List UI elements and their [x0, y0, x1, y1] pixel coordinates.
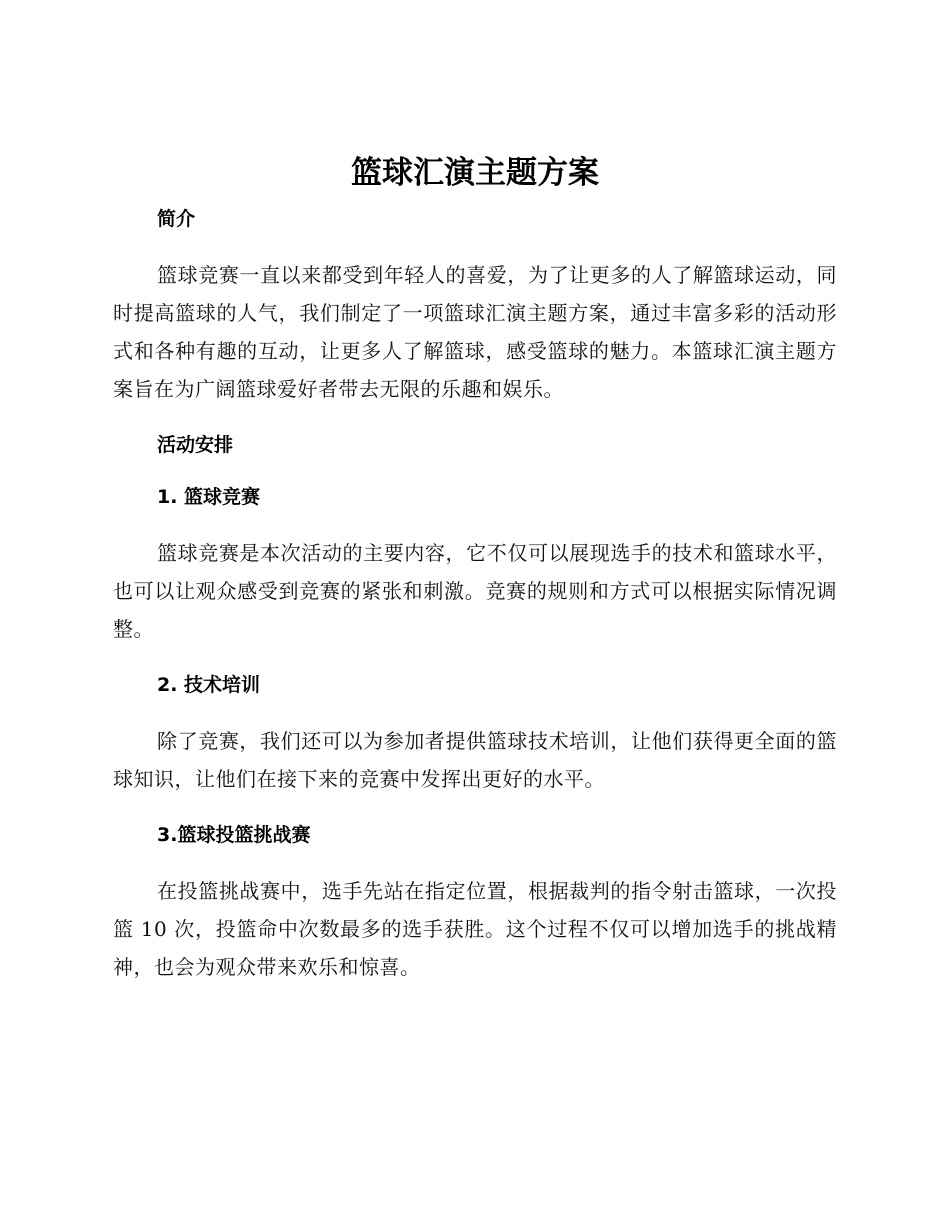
paragraph-item-3: 在投篮挑战赛中，选手先站在指定位置，根据裁判的指令射击篮球，一次投篮 10 次，投篮命中次数最多的选手获胜。这个过程不仅可以增加选手的挑战精神，也会为观众带来欢乐和惊喜。	[113, 879, 837, 979]
paragraph-item-1: 篮球竞赛是本次活动的主要内容，它不仅可以展现选手的技术和篮球水平，也可以让观众感受到竞赛的紧张和刺激。竞赛的规则和方式可以根据实际情况调整。	[113, 541, 837, 641]
section-heading-item-1: 1. 篮球竞赛	[157, 486, 261, 508]
section-heading-intro: 简介	[157, 208, 196, 230]
paragraph-intro: 篮球竞赛一直以来都受到年轻人的喜爱，为了让更多的人了解篮球运动，同时提高篮球的人气，我们制定了一项篮球汇演主题方案，通过丰富多彩的活动形式和各种有趣的互动，让更多人了解篮球，感受篮球的魅力。本篮球汇演主题方案旨在为广阔篮球爱好者带去无限的乐趣和娱乐。	[113, 263, 837, 401]
document-body	[113, 204, 837, 986]
page-title: 篮球汇演主题方案	[351, 155, 599, 191]
section-heading-item-2: 2. 技术培训	[157, 674, 261, 696]
paragraph-item-2: 除了竞赛，我们还可以为参加者提供篮球技术培训，让他们获得更全面的篮球知识，让他们在接下来的竞赛中发挥出更好的水平。	[113, 729, 837, 791]
section-heading-schedule: 活动安排	[157, 434, 234, 456]
section-heading-item-3: 3.篮球投篮挑战赛	[157, 824, 311, 846]
